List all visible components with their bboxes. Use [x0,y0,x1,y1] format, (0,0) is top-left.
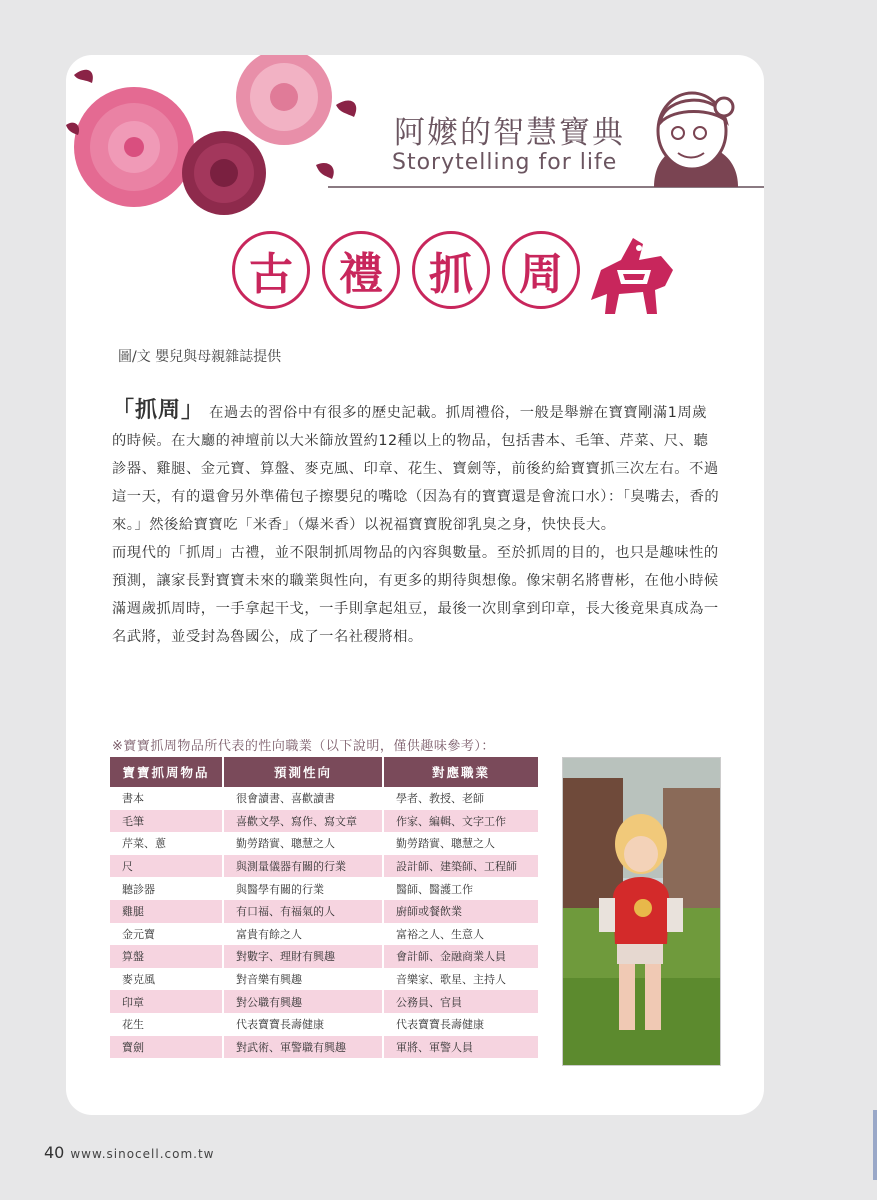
career-cell: 軍將、軍警人員 [383,1036,538,1059]
career-cell: 廚師或餐飲業 [383,900,538,923]
title-char-3: 抓 [412,231,490,309]
item-cell: 算盤 [110,945,223,968]
item-cell: 麥克風 [110,968,223,991]
career-cell: 代表寶寶長壽健康 [383,1013,538,1036]
aptitude-cell: 勤勞踏實、聰慧之人 [223,832,383,855]
career-cell: 公務員、官員 [383,990,538,1013]
item-cell: 聽診器 [110,877,223,900]
lead-keyword: 「抓周」 [112,398,205,423]
aptitude-cell: 很會讀書、喜歡讀書 [223,787,383,810]
table-row [110,810,538,833]
career-cell: 學者、教授、老師 [383,787,538,810]
table-row [110,787,538,810]
paragraph-1-text: 在過去的習俗中有很多的歷史記載。抓周禮俗，一般是舉辦在寶寶剛滿1周歲的時候。在大廳的神壇前以大米篩放置約12種以上的物品，包括書本、毛筆、芹菜、尺、聽診器、雞腿、金元寶、算盤、麥克風、印章、花生、寶劍等，前後約給寶寶抓三次左右。不過這一天，有的還會另外準備包子擦嬰兒的嘴唸（因為有的寶寶還是會流口水）：「臭嘴去，香的來。」然後給寶寶吃「米香」（爆米香）以祝福寶寶脫卻乳臭之身，快快長大。 [112,405,720,533]
series-title-en: Storytelling for life [392,150,618,175]
table-row [110,1036,538,1059]
credit-line: 圖/文 嬰兒與母親雜誌提供 [118,349,282,365]
table-row [110,923,538,946]
table-row [110,855,538,878]
title-char-4: 周 [502,231,580,309]
career-cell: 富裕之人、生意人 [383,923,538,946]
table-note: ※寶寶抓周物品所代表的性向職業（以下說明，僅供趣味參考）： [112,739,495,754]
paragraph-2: 而現代的「抓周」古禮，並不限制抓周物品的內容與數量。至於抓周的目的，也只是趣味性的預測，讓家長對寶寶未來的職業與性向，有更多的期待與想像。像宋朝名將曹彬，在他小時候滿週歲抓周時，一手拿起干戈，一手則拿起俎豆，最後一次則拿到印章，長大後竟果真成為一名武將，並受封為魯國公，成了一名社稷將相。 [112,545,719,645]
header-aptitude: 預測性向 [223,757,383,787]
item-cell: 芹菜、蔥 [110,832,223,855]
item-cell: 金元寶 [110,923,223,946]
grandma-icon [634,83,754,193]
aptitude-cell: 喜歡文學、寫作、寫文章 [223,810,383,833]
item-cell: 花生 [110,1013,223,1036]
aptitude-cell: 對音樂有興趣 [223,968,383,991]
item-cell: 毛筆 [110,810,223,833]
title-char-1: 古 [232,231,310,309]
item-cell: 書本 [110,787,223,810]
item-cell: 尺 [110,855,223,878]
career-cell: 會計師、金融商業人員 [383,945,538,968]
item-cell: 寶劍 [110,1036,223,1059]
aptitude-cell: 對武術、軍警職有興趣 [223,1036,383,1059]
aptitude-cell: 代表寶寶長壽健康 [223,1013,383,1036]
page-card [66,55,764,1115]
paragraph-1 [112,397,720,539]
career-cell: 作家、編輯、文字工作 [383,810,538,833]
footer-url: www.sinocell.com.tw [70,1147,215,1161]
page-edge-strip [873,1110,877,1180]
career-cell: 設計師、建築師、工程師 [383,855,538,878]
table-row [110,945,538,968]
aptitude-cell: 對數字、理財有興趣 [223,945,383,968]
chrysanthemum-illustration [66,55,366,255]
page-number: 40 [44,1143,65,1162]
aptitude-cell: 對公職有興趣 [223,990,383,1013]
aptitude-cell: 富貴有餘之人 [223,923,383,946]
baby-photo [562,757,721,1066]
page-footer [44,1143,214,1162]
series-title-zh: 阿嬤的智慧寶典 [394,115,625,151]
aptitude-cell: 有口福、有福氣的人 [223,900,383,923]
header-career: 對應職業 [383,757,538,787]
career-cell: 音樂家、歌星、主持人 [383,968,538,991]
aptitude-cell: 與測量儀器有關的行業 [223,855,383,878]
table-row [110,968,538,991]
table-row [110,832,538,855]
header-item: 寶寶抓周物品 [110,757,223,787]
aptitude-cell: 與醫學有關的行業 [223,877,383,900]
article-title [232,231,580,309]
career-cell: 醫師、醫護工作 [383,877,538,900]
table-row [110,1013,538,1036]
item-cell: 印章 [110,990,223,1013]
table-row [110,990,538,1013]
article-body [112,397,720,651]
item-cell: 雞腿 [110,900,223,923]
table-row [110,877,538,900]
career-cell: 勤勞踏實、聰慧之人 [383,832,538,855]
aptitude-table [110,757,538,1058]
title-char-2: 禮 [322,231,400,309]
papercut-horse-icon [581,230,677,320]
table-row [110,900,538,923]
table-header-row [110,757,538,787]
